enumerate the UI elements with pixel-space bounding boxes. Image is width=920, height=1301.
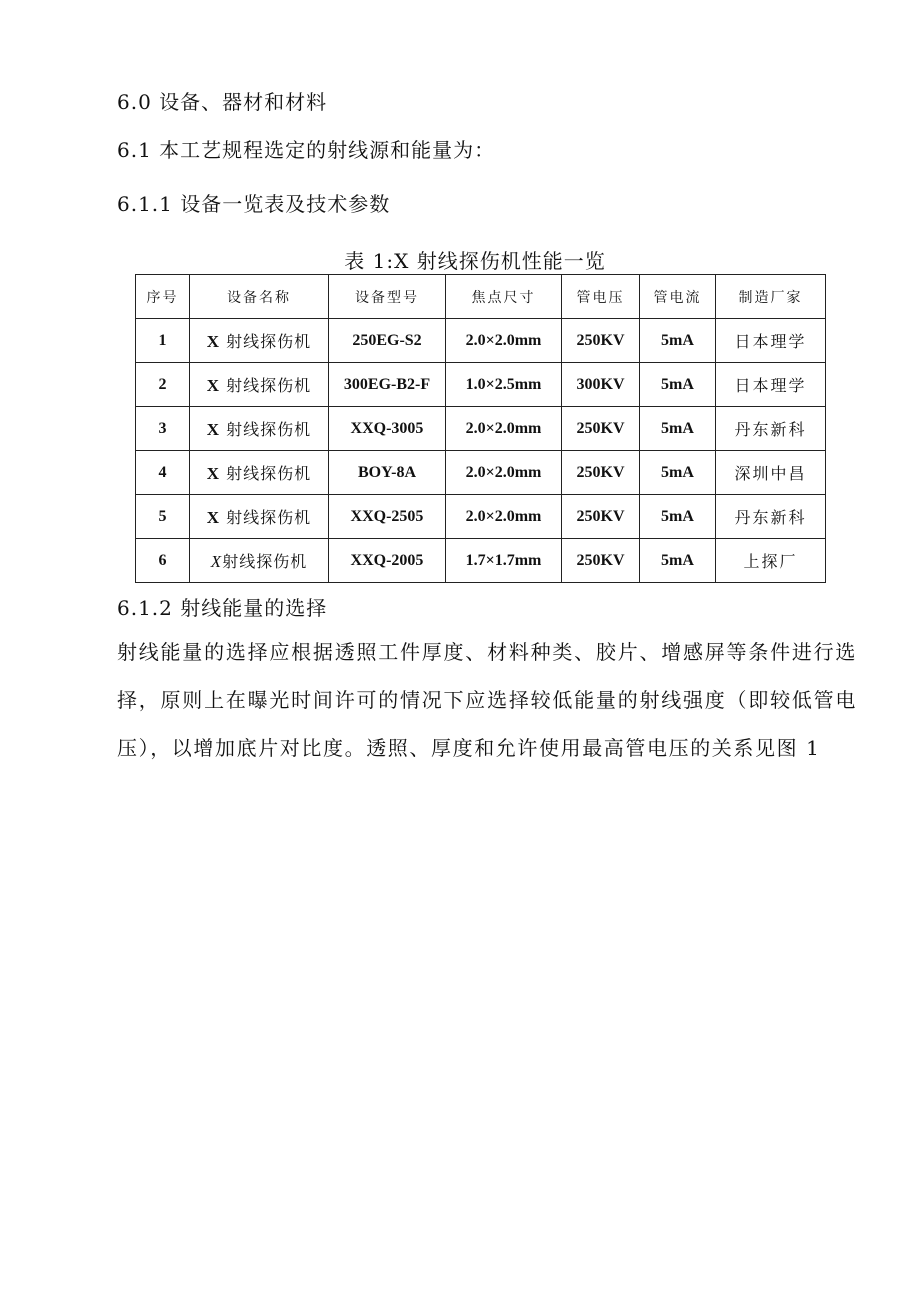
section-6-1-2-heading: 6.1.2 射线能量的选择: [117, 596, 328, 620]
cell-no: 2: [136, 363, 190, 407]
cell-focus: 2.0×2.0mm: [446, 451, 562, 495]
cell-no: 4: [136, 451, 190, 495]
column-header-model: 设备型号: [329, 275, 446, 319]
cell-model: XXQ-3005: [329, 407, 446, 451]
cell-name: [190, 539, 329, 583]
equipment-table: [135, 274, 826, 583]
cell-name-prefix: X: [206, 508, 221, 527]
cell-model: 300EG-B2-F: [329, 363, 446, 407]
cell-name-prefix: X: [206, 376, 221, 395]
cell-focus: 1.0×2.5mm: [446, 363, 562, 407]
cell-current: 5mA: [640, 539, 716, 583]
table-row: [136, 451, 826, 495]
column-header-current: 管电流: [640, 275, 716, 319]
cell-name-prefix: X: [206, 420, 221, 439]
cell-current: 5mA: [640, 319, 716, 363]
cell-model: XXQ-2505: [329, 495, 446, 539]
cell-maker: 深圳中昌: [716, 451, 826, 495]
cell-model: 250EG-S2: [329, 319, 446, 363]
cell-current: 5mA: [640, 451, 716, 495]
cell-name: [190, 495, 329, 539]
column-header-name: 设备名称: [190, 275, 329, 319]
cell-current: 5mA: [640, 407, 716, 451]
cell-name-text: 射线探伤机: [222, 552, 308, 571]
table-row: [136, 319, 826, 363]
column-header-voltage: 管电压: [562, 275, 640, 319]
cell-maker: 丹东新科: [716, 495, 826, 539]
section-6-1-heading: 6.1 本工艺规程选定的射线源和能量为：: [117, 138, 496, 162]
cell-voltage: 250KV: [562, 495, 640, 539]
cell-no: 6: [136, 539, 190, 583]
cell-name-text: 射线探伤机: [226, 376, 312, 395]
cell-current: 5mA: [640, 495, 716, 539]
cell-voltage: 250KV: [562, 319, 640, 363]
section-6-0-heading: 6.0 设备、器材和材料: [117, 90, 328, 114]
cell-focus: 1.7×1.7mm: [446, 539, 562, 583]
cell-voltage: 250KV: [562, 451, 640, 495]
table-row: [136, 539, 826, 583]
cell-focus: 2.0×2.0mm: [446, 495, 562, 539]
table-row: [136, 407, 826, 451]
cell-name: [190, 319, 329, 363]
column-header-focus: 焦点尺寸: [446, 275, 562, 319]
cell-name: [190, 407, 329, 451]
cell-no: 3: [136, 407, 190, 451]
cell-voltage: 250KV: [562, 539, 640, 583]
cell-maker: 日本理学: [716, 363, 826, 407]
cell-name-text: 射线探伤机: [226, 420, 312, 439]
table-row: [136, 495, 826, 539]
cell-focus: 2.0×2.0mm: [446, 319, 562, 363]
table-caption: 表 1:X 射线探伤机性能一览: [344, 249, 606, 273]
table-header-row: [136, 275, 826, 319]
cell-name-prefix: X: [210, 552, 223, 571]
cell-current: 5mA: [640, 363, 716, 407]
cell-no: 1: [136, 319, 190, 363]
cell-maker: 上探厂: [716, 539, 826, 583]
cell-name-text: 射线探伤机: [226, 332, 312, 351]
cell-name-text: 射线探伤机: [226, 464, 312, 483]
cell-voltage: 300KV: [562, 363, 640, 407]
table-row: [136, 363, 826, 407]
cell-voltage: 250KV: [562, 407, 640, 451]
section-6-1-1-heading: 6.1.1 设备一览表及技术参数: [117, 192, 391, 216]
cell-name-prefix: X: [206, 332, 221, 351]
cell-maker: 日本理学: [716, 319, 826, 363]
cell-name: [190, 363, 329, 407]
cell-name-text: 射线探伤机: [226, 508, 312, 527]
cell-model: BOY-8A: [329, 451, 446, 495]
column-header-maker: 制造厂家: [716, 275, 826, 319]
cell-model: XXQ-2005: [329, 539, 446, 583]
cell-focus: 2.0×2.0mm: [446, 407, 562, 451]
cell-name-prefix: X: [206, 464, 221, 483]
energy-selection-paragraph: 射线能量的选择应根据透照工件厚度、材料种类、胶片、增感屏等条件进行选择，原则上在曝光时间许可的情况下应选择较低能量的射线强度（即较低管电压），以增加底片对比度。透照、厚度和允许使用最高管电压的关系见图 1: [117, 640, 857, 760]
cell-maker: 丹东新科: [716, 407, 826, 451]
cell-no: 5: [136, 495, 190, 539]
column-header-no: 序号: [136, 275, 190, 319]
cell-name: [190, 451, 329, 495]
